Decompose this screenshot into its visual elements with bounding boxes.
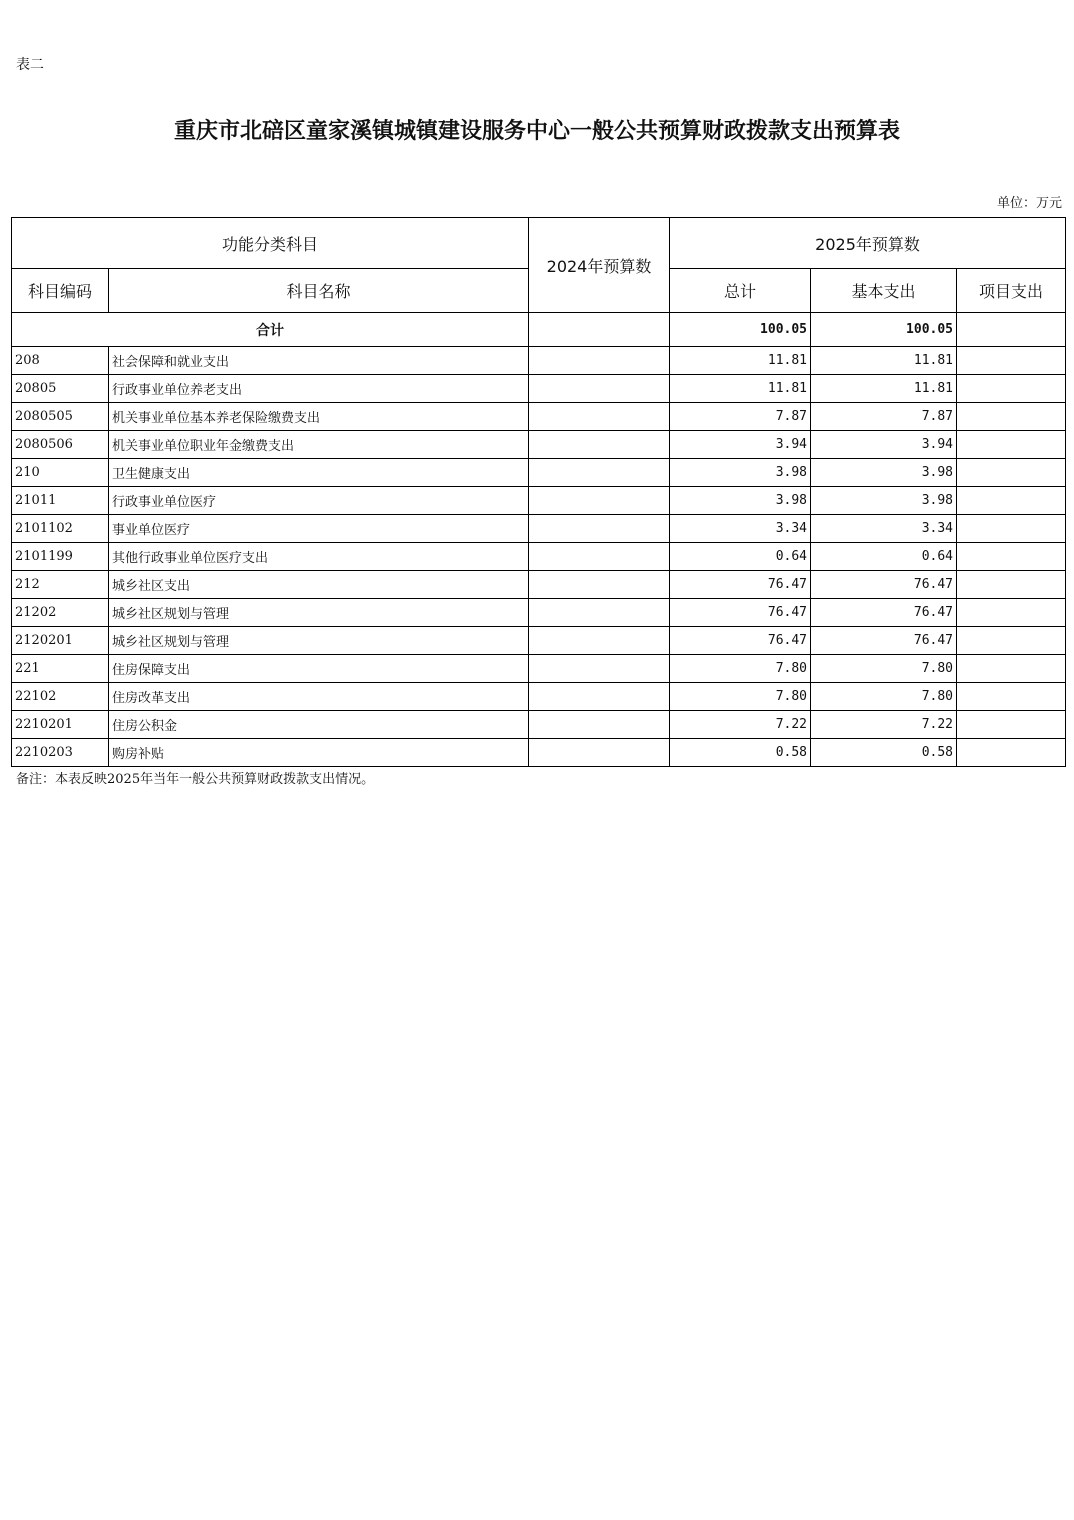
row-budget-2024 [529, 655, 670, 683]
row-code: 2210203 [12, 739, 109, 767]
row-code: 20805 [12, 375, 109, 403]
row-total: 3.98 [670, 459, 811, 487]
table-row [12, 739, 1066, 767]
row-budget-2024 [529, 739, 670, 767]
row-total: 0.64 [670, 543, 811, 571]
row-total: 3.94 [670, 431, 811, 459]
row-total: 3.98 [670, 487, 811, 515]
header-total: 总计 [670, 269, 811, 313]
total-basic: 100.05 [811, 313, 957, 347]
row-budget-2024 [529, 487, 670, 515]
row-total: 0.58 [670, 739, 811, 767]
row-name: 事业单位医疗 [109, 515, 529, 543]
table-row [12, 655, 1066, 683]
row-budget-2024 [529, 599, 670, 627]
row-basic: 76.47 [811, 571, 957, 599]
row-basic: 0.64 [811, 543, 957, 571]
row-budget-2024 [529, 711, 670, 739]
row-budget-2024 [529, 571, 670, 599]
row-budget-2024 [529, 431, 670, 459]
row-budget-2024 [529, 347, 670, 375]
row-total: 76.47 [670, 599, 811, 627]
table-row [12, 459, 1066, 487]
row-project [957, 347, 1066, 375]
total-budget-2024 [529, 313, 670, 347]
table-row [12, 571, 1066, 599]
table-row [12, 487, 1066, 515]
row-basic: 11.81 [811, 375, 957, 403]
table-row [12, 627, 1066, 655]
row-code: 2120201 [12, 627, 109, 655]
row-budget-2024 [529, 627, 670, 655]
row-project [957, 403, 1066, 431]
row-name: 卫生健康支出 [109, 459, 529, 487]
header-budget-2025: 2025年预算数 [670, 218, 1066, 269]
header-function-category: 功能分类科目 [12, 218, 529, 269]
row-basic: 7.87 [811, 403, 957, 431]
table-row [12, 431, 1066, 459]
row-project [957, 487, 1066, 515]
header-row-1 [12, 218, 1066, 269]
header-budget-2024: 2024年预算数 [529, 218, 670, 313]
row-project [957, 627, 1066, 655]
row-name: 行政事业单位医疗 [109, 487, 529, 515]
row-basic: 7.80 [811, 655, 957, 683]
row-total: 11.81 [670, 347, 811, 375]
header-code: 科目编码 [12, 269, 109, 313]
table-row [12, 599, 1066, 627]
row-code: 210 [12, 459, 109, 487]
table-row [12, 347, 1066, 375]
row-project [957, 599, 1066, 627]
row-name: 住房保障支出 [109, 655, 529, 683]
row-project [957, 459, 1066, 487]
row-basic: 7.80 [811, 683, 957, 711]
row-code: 2080505 [12, 403, 109, 431]
header-basic: 基本支出 [811, 269, 957, 313]
row-code: 212 [12, 571, 109, 599]
total-project [957, 313, 1066, 347]
budget-table [11, 217, 1066, 767]
row-budget-2024 [529, 459, 670, 487]
row-project [957, 543, 1066, 571]
table-row [12, 711, 1066, 739]
row-total: 7.80 [670, 655, 811, 683]
row-total: 7.80 [670, 683, 811, 711]
row-basic: 76.47 [811, 599, 957, 627]
row-name: 机关事业单位职业年金缴费支出 [109, 431, 529, 459]
table-row [12, 543, 1066, 571]
row-name: 购房补贴 [109, 739, 529, 767]
total-total: 100.05 [670, 313, 811, 347]
header-name: 科目名称 [109, 269, 529, 313]
row-name: 城乡社区支出 [109, 571, 529, 599]
row-code: 221 [12, 655, 109, 683]
row-basic: 3.98 [811, 459, 957, 487]
row-code: 2080506 [12, 431, 109, 459]
row-name: 社会保障和就业支出 [109, 347, 529, 375]
row-basic: 3.94 [811, 431, 957, 459]
row-budget-2024 [529, 403, 670, 431]
row-name: 城乡社区规划与管理 [109, 627, 529, 655]
header-project: 项目支出 [957, 269, 1066, 313]
row-code: 21011 [12, 487, 109, 515]
row-code: 2101102 [12, 515, 109, 543]
row-project [957, 431, 1066, 459]
row-code: 21202 [12, 599, 109, 627]
table-row [12, 515, 1066, 543]
row-name: 其他行政事业单位医疗支出 [109, 543, 529, 571]
row-basic: 11.81 [811, 347, 957, 375]
table-row [12, 403, 1066, 431]
row-budget-2024 [529, 515, 670, 543]
row-total: 7.22 [670, 711, 811, 739]
row-name: 住房公积金 [109, 711, 529, 739]
row-total: 76.47 [670, 571, 811, 599]
row-project [957, 571, 1066, 599]
row-code: 2101199 [12, 543, 109, 571]
row-budget-2024 [529, 375, 670, 403]
row-project [957, 655, 1066, 683]
row-code: 208 [12, 347, 109, 375]
table-row [12, 683, 1066, 711]
row-project [957, 515, 1066, 543]
row-total: 76.47 [670, 627, 811, 655]
footnote: 备注：本表反映2025年当年一般公共预算财政拨款支出情况。 [16, 772, 375, 787]
row-total: 7.87 [670, 403, 811, 431]
row-basic: 3.34 [811, 515, 957, 543]
row-total: 11.81 [670, 375, 811, 403]
row-budget-2024 [529, 683, 670, 711]
row-basic: 0.58 [811, 739, 957, 767]
total-row [12, 313, 1066, 347]
row-code: 22102 [12, 683, 109, 711]
row-budget-2024 [529, 543, 670, 571]
row-total: 3.34 [670, 515, 811, 543]
table-row [12, 375, 1066, 403]
page-title: 重庆市北碚区童家溪镇城镇建设服务中心一般公共预算财政拨款支出预算表 [173, 118, 900, 144]
row-basic: 76.47 [811, 627, 957, 655]
sheet-label: 表二 [16, 57, 44, 73]
row-project [957, 375, 1066, 403]
total-label: 合计 [12, 313, 529, 347]
row-name: 住房改革支出 [109, 683, 529, 711]
row-basic: 3.98 [811, 487, 957, 515]
row-project [957, 711, 1066, 739]
row-name: 行政事业单位养老支出 [109, 375, 529, 403]
row-name: 机关事业单位基本养老保险缴费支出 [109, 403, 529, 431]
row-project [957, 739, 1066, 767]
row-code: 2210201 [12, 711, 109, 739]
row-name: 城乡社区规划与管理 [109, 599, 529, 627]
unit-label: 单位：万元 [996, 196, 1062, 211]
row-basic: 7.22 [811, 711, 957, 739]
row-project [957, 683, 1066, 711]
